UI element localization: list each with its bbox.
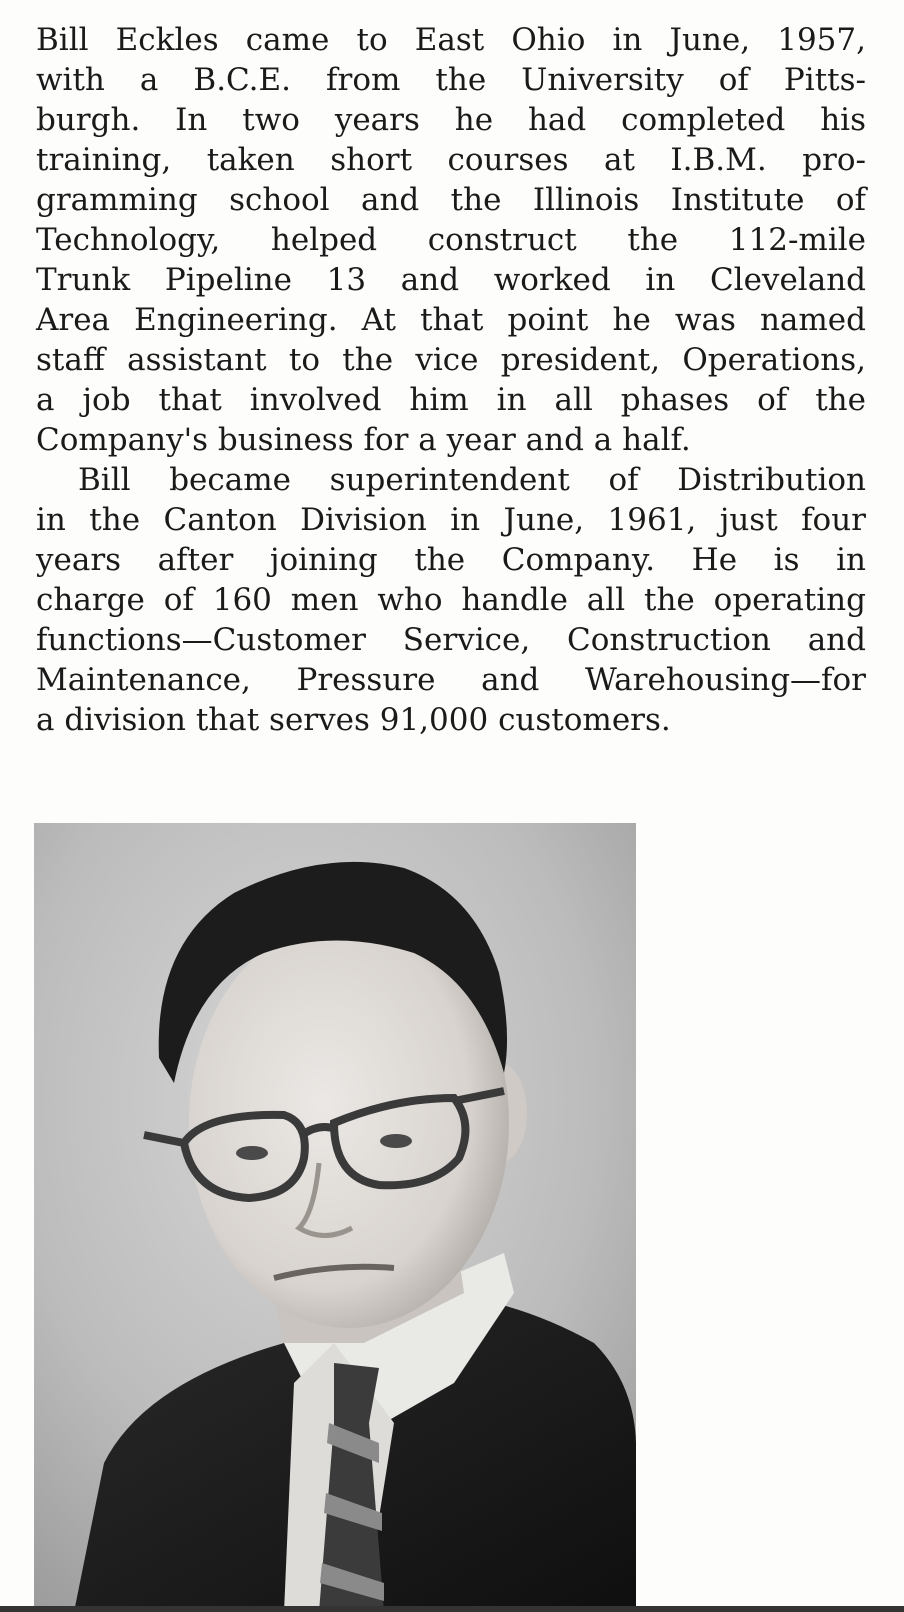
bottom-border [0, 1606, 904, 1612]
text-line: Maintenance, Pressure and Warehousing—for [36, 662, 866, 698]
text-line: staff assistant to the vice president, Operations, [36, 342, 866, 378]
text-line: Trunk Pipeline 13 and worked in Cleveland [36, 262, 866, 298]
text-line: gramming school and the Illinois Institute of [36, 182, 866, 218]
text-line: Bill became superintendent of Distribution [78, 462, 866, 498]
paragraph-2 [36, 460, 866, 740]
text-line: with a B.C.E. from the University of Pitts- [36, 62, 866, 98]
text-line: a division that serves 91,000 customers. [36, 702, 671, 738]
text-line: Bill Eckles came to East Ohio in June, 1957, [36, 22, 866, 58]
text-line: Technology, helped construct the 112-mile [36, 222, 866, 258]
text-line: burgh. In two years he had completed his [36, 102, 866, 138]
left-eye [236, 1146, 268, 1160]
text-line: years after joining the Company. He is in [36, 542, 866, 578]
article-text [36, 20, 866, 740]
portrait-photo [34, 823, 636, 1612]
text-line: functions—Customer Service, Construction and [36, 622, 866, 658]
text-line: Area Engineering. At that point he was named [36, 302, 866, 338]
text-line: Company's business for a year and a half. [36, 422, 691, 458]
text-line: in the Canton Division in June, 1961, just four [36, 502, 866, 538]
text-line: a job that involved him in all phases of the [36, 382, 866, 418]
text-line: training, taken short courses at I.B.M. pro- [36, 142, 866, 178]
right-eye [380, 1134, 412, 1148]
paragraph-1 [36, 20, 866, 460]
text-line: charge of 160 men who handle all the operating [36, 582, 866, 618]
portrait-illustration [34, 823, 636, 1612]
